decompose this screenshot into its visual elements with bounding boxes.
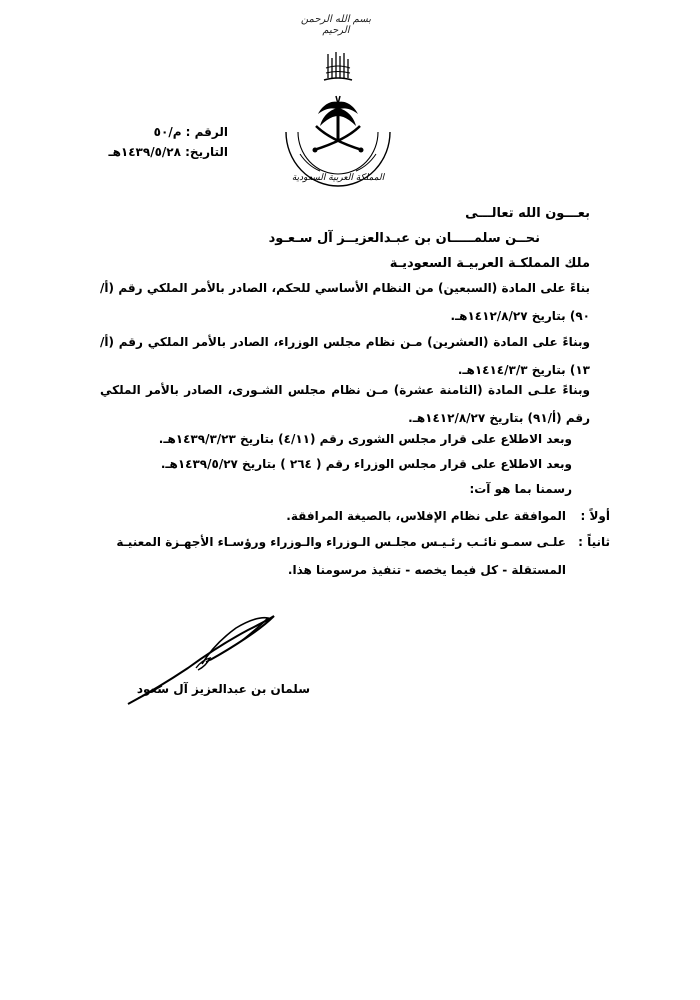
king-name-line: نحــن سلمـــــان بن عبـدالعزيــز آل سـعـود — [268, 231, 540, 246]
preamble-paragraph: وبناءً على المادة (العشرين) مـن نظام مجلس الوزراء، الصادر بالأمر الملكي رقم (أ/١٣) بتاريخ ١٤١٤/٣/٣هـ. — [100, 335, 590, 377]
review-line: وبعد الاطلاع على قرار مجلس الشورى رقم (٤/١١) بتاريخ ١٤٣٩/٣/٢٣هـ. — [158, 432, 572, 446]
shahada-calligraphy — [318, 46, 358, 86]
clause-number: ثانياً : — [578, 535, 610, 549]
svg-text:المملكة العربية السعودية: المملكة العربية السعودية — [291, 173, 385, 183]
preamble-paragraph: بناءً على المادة (السبعين) من النظام الأساسي للحكم، الصادر بالأمر الملكي رقم (أ/٩٠) بتاريخ ١٤١٢/٨/٢٧هـ. — [100, 281, 590, 323]
clause-number: أولاً : — [580, 509, 610, 523]
clause-text: الموافقة على نظام الإفلاس، بالصيغة المرافقة. — [286, 509, 566, 523]
decree-date: التاريخ: ١٤٣٩/٥/٢٨هـ — [108, 145, 228, 159]
decree-intro-line: رسمنا بما هو آت: — [469, 482, 572, 496]
preamble-paragraph: وبناءً علـى المادة (الثامنة عشرة) مـن نظام مجلس الشـورى، الصادر بالأمر الملكي رقم (أ/٩١) بتاريخ ١٤١٢/٨/٢٧هـ. — [100, 383, 590, 425]
decree-number: الرقم : م/٥٠ — [153, 125, 228, 139]
palm-tree-icon — [318, 96, 358, 142]
decree-clause — [100, 502, 610, 530]
review-line: وبعد الاطلاع على قرار مجلس الوزراء رقم ( ٢٦٤ ) بتاريخ ١٤٣٩/٥/٢٧هـ. — [160, 457, 572, 471]
king-title-line: ملك المملكـة العربيـة السعوديـة — [389, 256, 590, 271]
saudi-emblem-seal — [278, 92, 398, 192]
basmala: بسم الله الرحمن الرحيم — [300, 14, 372, 36]
decree-clause — [100, 528, 610, 584]
clause-text: علـى سمـو نائـب رئـيـس مجلـس الـوزراء والـوزراء ورؤسـاء الأجهـزة المعنيـة المستقلة - كل فيما يخصه - تنفيذ مرسومنا هذا. — [116, 535, 566, 577]
signer-name: سلمان بن عبدالعزيز آل سعود — [136, 682, 310, 696]
opening-invocation: بعـــون الله تعالـــى — [465, 206, 590, 221]
